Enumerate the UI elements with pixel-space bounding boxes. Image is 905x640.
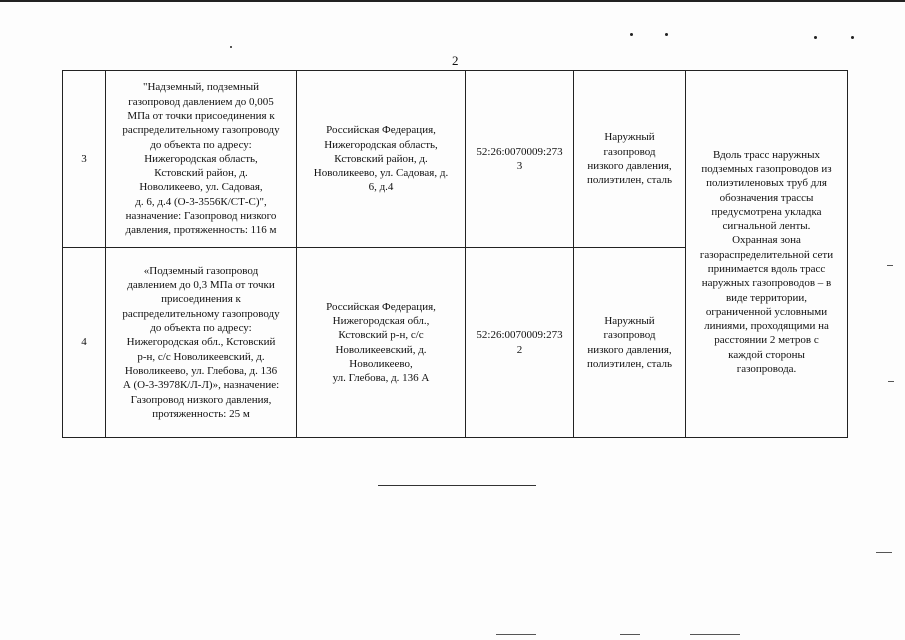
object-description-cell: «Подземный газопровод давлением до 0,3 МПа от точки присоединения к распределительному газопроводу до объекта по адресу: Нижегородская обл., Кстовский р-н, с/с Новоликеевский, д. Новоликеево, ул. Глебова, д. 136 А (О-3-3978К/Л-Л)», назначение: Газопровод низкого давления, протяженность: 25 м [106, 248, 297, 438]
row-number-cell: 3 [63, 71, 106, 248]
scan-speck [851, 36, 854, 39]
scan-mark [876, 552, 892, 553]
scan-speck [630, 33, 633, 36]
row-number-cell: 4 [63, 248, 106, 438]
page-number: 2 [452, 53, 459, 68]
address-cell: Российская Федерация, Нижегородская обл., Кстовский р-н, с/с Новоликеевский, д. Новоликеево, ул. Глебова, д. 136 А [297, 248, 466, 438]
object-register-table [62, 70, 848, 438]
scan-top-border [0, 0, 905, 2]
object-description-cell: "Надземный, подземный газопровод давлением до 0,005 МПа от точки присоединения к распределительному газопроводу до объекта по адресу: Нижегородская область, Кстовский район, д. Новоликеево, ул. Садовая, д. 6, д.4 (О-3-3556К/СТ-С)", назначение: Газопровод низкого давления, протяженность: 116 м [106, 71, 297, 248]
table-row [63, 71, 848, 248]
address-cell: Российская Федерация, Нижегородская область, Кстовский район, д. Новоликеево, ул. Садовая, д. 6, д.4 [297, 71, 466, 248]
scan-mark [620, 634, 640, 635]
scan-mark [690, 634, 740, 635]
scan-mark [887, 265, 893, 266]
protection-zone-cell: Вдоль трасс наружных подземных газопроводов из полиэтиленовых труб для обозначения трассы предусмотрена укладка сигнальной ленты. Охранная зона газораспределительной сети принимается вдоль трасс наружных газопроводов – в виде территории, ограниченной условными линиями, проходящими на расстоянии 2 метров с каждой стороны газопровода. [686, 71, 848, 438]
scan-mark [496, 634, 536, 635]
closing-rule [378, 485, 536, 486]
scan-mark [888, 381, 894, 382]
cadastral-number-cell: 52:26:0070009:273 2 [466, 248, 574, 438]
scan-speck [230, 46, 232, 48]
cadastral-number-cell: 52:26:0070009:273 3 [466, 71, 574, 248]
pipeline-type-cell: Наружный газопровод низкого давления, полиэтилен, сталь [574, 71, 686, 248]
pipeline-type-cell: Наружный газопровод низкого давления, полиэтилен, сталь [574, 248, 686, 438]
scan-speck [665, 33, 668, 36]
scan-speck [814, 36, 817, 39]
